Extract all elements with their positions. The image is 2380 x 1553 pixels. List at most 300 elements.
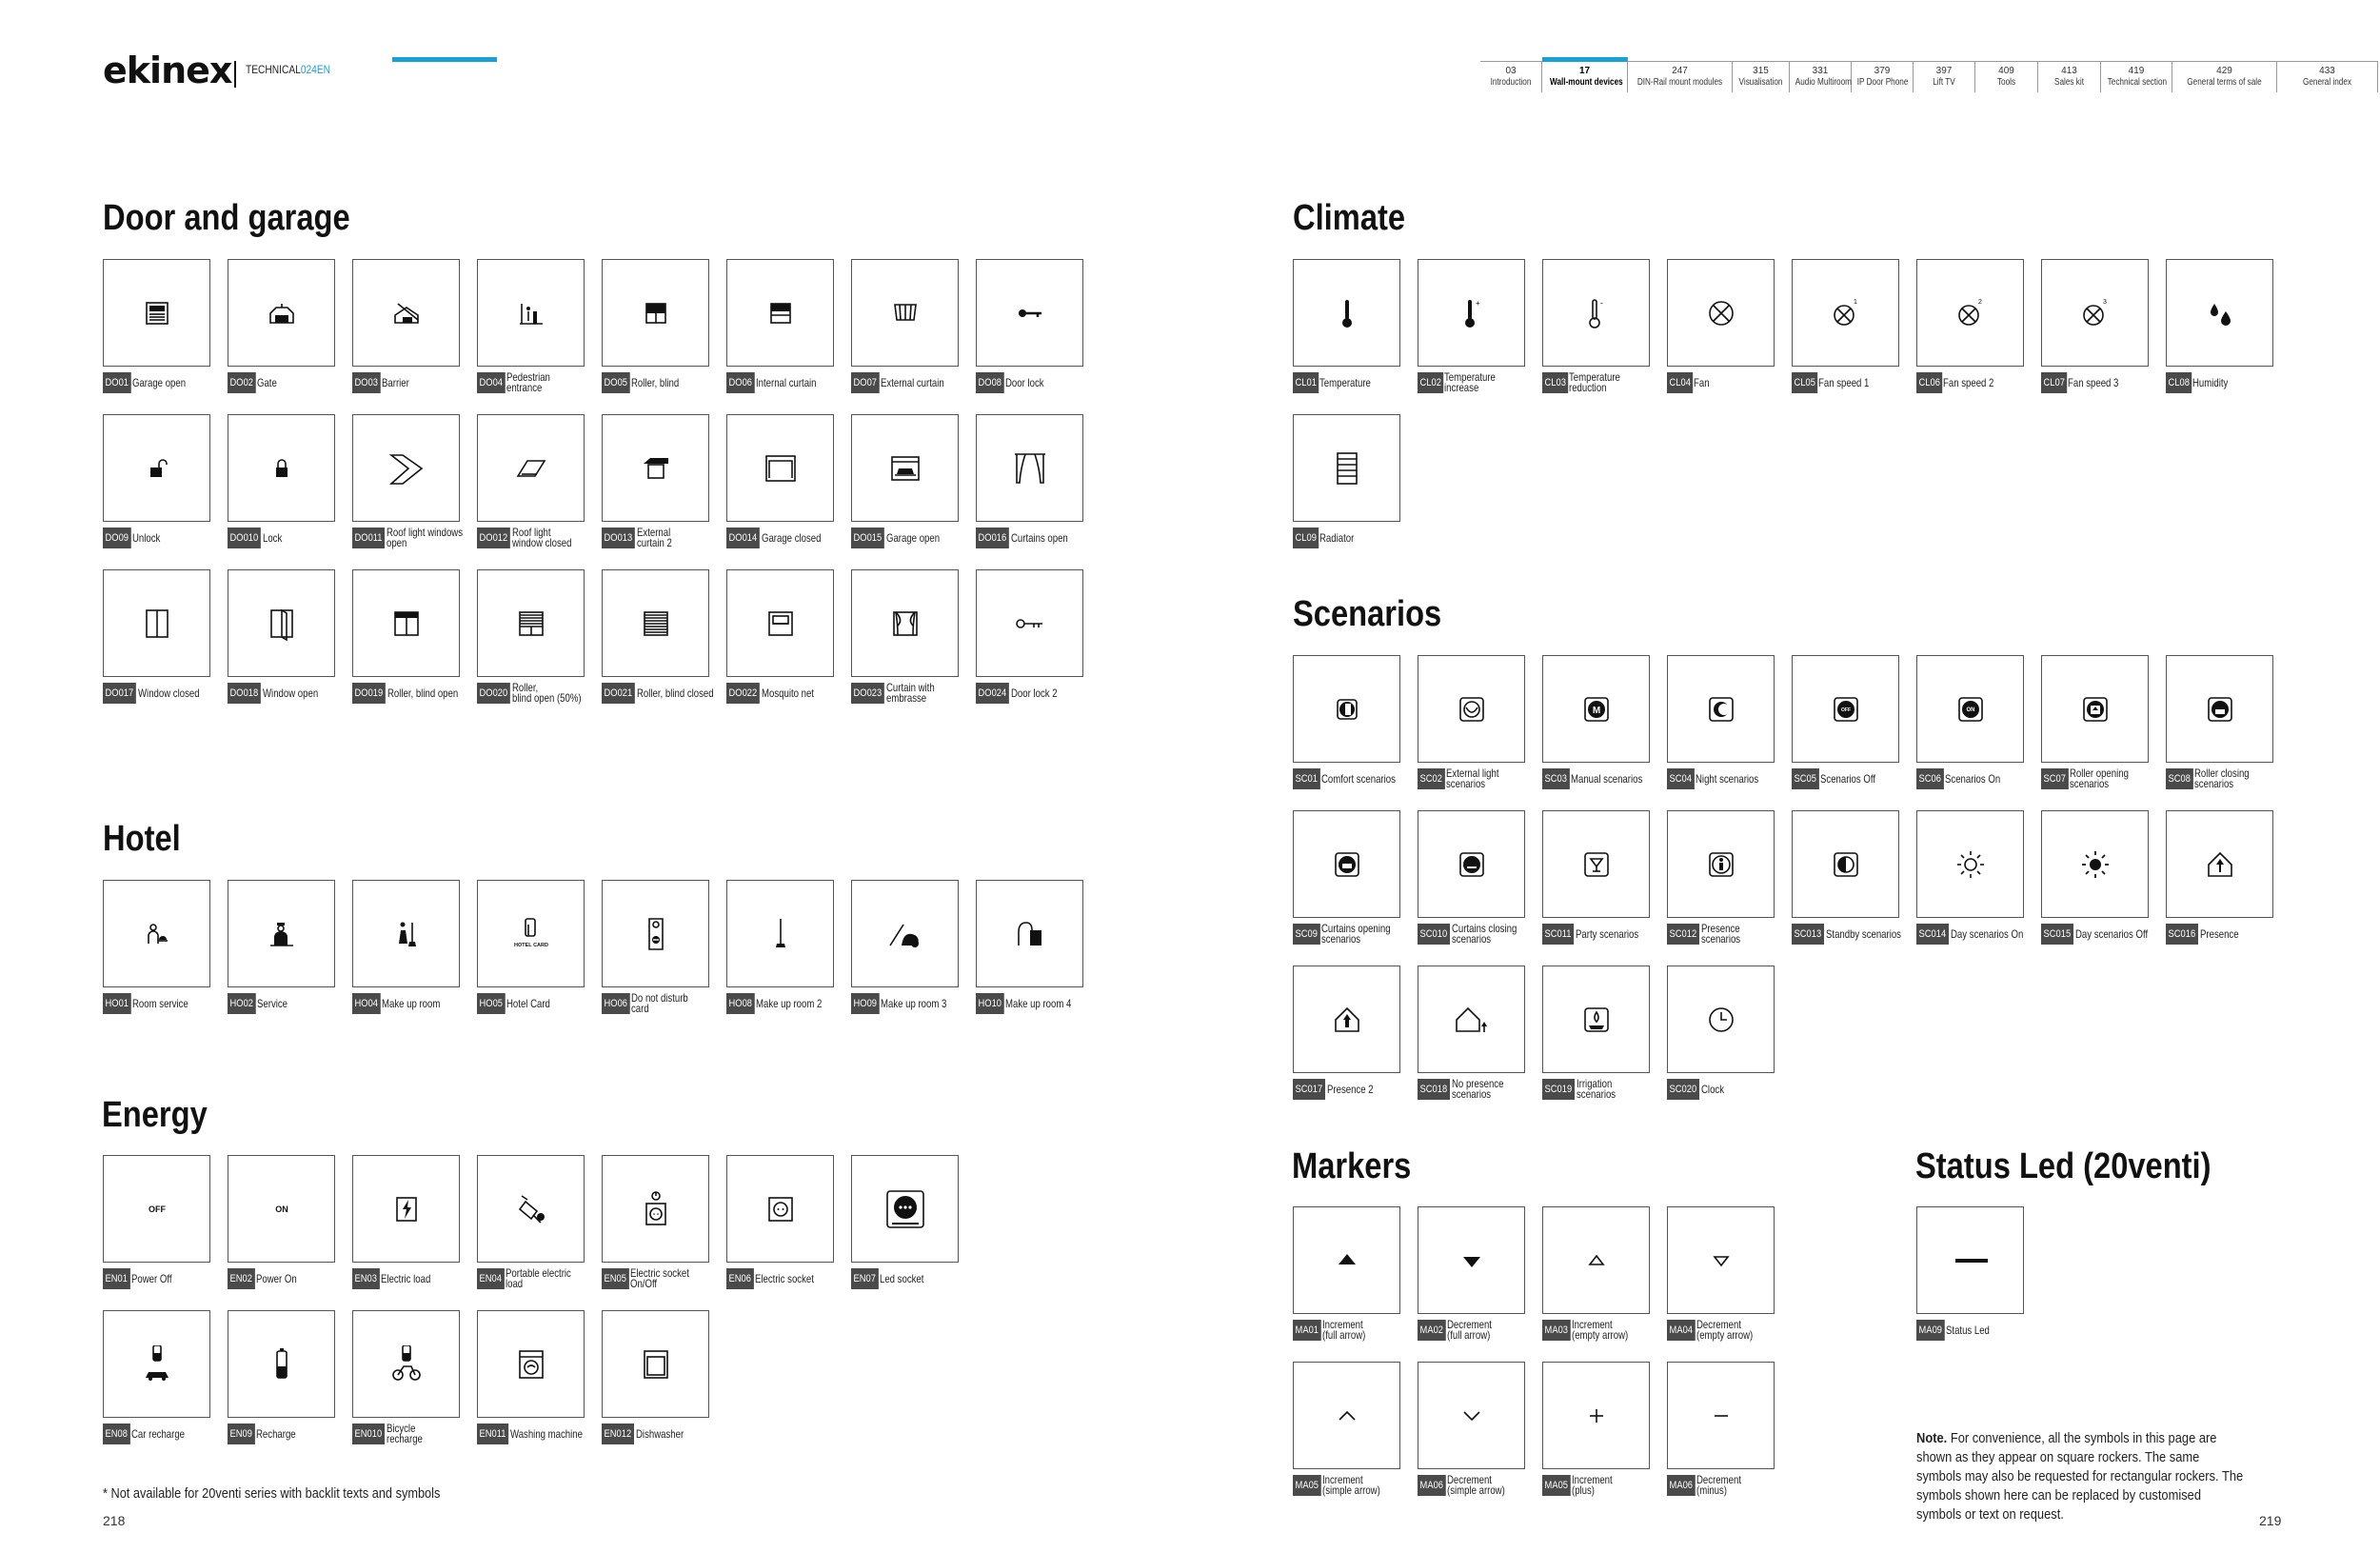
section-title-energy: Energy xyxy=(102,1095,208,1135)
symbol-caption xyxy=(352,527,482,549)
nav-label: Visualisation xyxy=(1738,77,1783,88)
nav-label: IP Door Phone xyxy=(1856,77,1909,88)
icon-text: M xyxy=(1592,706,1601,716)
symbol-label: Bicycle recharge xyxy=(386,1422,423,1445)
symbol-tile-ho08 xyxy=(726,880,834,987)
nav-page-number: 17 xyxy=(1578,66,1591,76)
triangle-up-outline-icon xyxy=(1577,1242,1616,1280)
symbol-caption xyxy=(851,371,960,394)
symbol-label: Presence xyxy=(2199,926,2239,941)
sun-outline-icon xyxy=(1952,846,1990,884)
presence-scenario-icon xyxy=(1702,846,1740,884)
nav-label: Wall-mount devices xyxy=(1550,77,1623,88)
symbol-caption xyxy=(1293,1078,1384,1101)
symbol-label: Garage open xyxy=(885,530,940,545)
symbol-label: Fan speed 2 xyxy=(1943,375,1994,389)
symbol-code: DO01 xyxy=(103,372,131,393)
symbol-tile-sc08 xyxy=(2166,655,2273,763)
nav-label: Sales kit xyxy=(2053,77,2084,88)
vacuum-upright-icon xyxy=(1011,915,1049,953)
symbol-code: CL08 xyxy=(2166,372,2192,393)
clock-icon xyxy=(1702,1001,1740,1039)
symbol-label: Roller opening scenarios xyxy=(2069,767,2129,790)
symbol-caption xyxy=(2166,767,2263,790)
triangle-down-outline-icon xyxy=(1702,1242,1740,1280)
symbol-label: External curtain xyxy=(880,375,944,389)
comfort-icon xyxy=(1328,690,1366,728)
symbol-caption xyxy=(1293,527,1363,549)
pedestrian-entrance-icon xyxy=(512,294,550,332)
symbol-code: CL02 xyxy=(1418,372,1443,393)
icon-text: ON xyxy=(1966,707,1975,713)
section-title-scenarios: Scenarios xyxy=(1293,594,1442,634)
symbol-label: Manual scenarios xyxy=(1570,771,1642,786)
symbol-tile-en012 xyxy=(602,1310,709,1418)
symbol-tile-cl02 xyxy=(1418,259,1525,367)
symbol-caption xyxy=(2041,923,2166,946)
nav-page-number: 429 xyxy=(2216,66,2232,76)
irrigation-icon xyxy=(1577,1001,1616,1039)
socket-onoff-icon xyxy=(637,1190,675,1228)
nav-item-tools[interactable] xyxy=(1975,62,2038,92)
symbol-code: DO017 xyxy=(103,683,136,704)
symbol-caption xyxy=(976,371,1053,394)
nav-page-number: 409 xyxy=(1998,66,2014,76)
symbol-tile-sc010 xyxy=(1418,810,1525,918)
chevron-down-icon xyxy=(1453,1397,1491,1435)
nav-page-number: 03 xyxy=(1505,66,1517,76)
symbol-caption xyxy=(976,682,1069,705)
vacuum-icon xyxy=(886,915,924,953)
symbol-caption xyxy=(352,1423,431,1445)
symbol-code: DO04 xyxy=(477,372,506,393)
symbol-code: SC018 xyxy=(1418,1079,1450,1100)
symbol-tile-do021 xyxy=(602,569,709,677)
symbol-label: Service xyxy=(256,996,288,1010)
svg-text:1: 1 xyxy=(1854,299,1857,306)
nav-page-number: 433 xyxy=(2319,66,2335,76)
accent-bar xyxy=(392,57,497,62)
symbol-label: Power On xyxy=(255,1271,297,1285)
symbol-tile-do07 xyxy=(851,259,959,367)
symbol-code: DO011 xyxy=(352,528,385,548)
symbol-tile-ho02 xyxy=(228,880,335,987)
gate-icon xyxy=(263,294,301,332)
led-socket-icon xyxy=(886,1190,924,1228)
mosquito-net-icon xyxy=(762,605,800,643)
curtains-closing-icon xyxy=(1453,846,1491,884)
thermometer-icon xyxy=(1328,294,1366,332)
symbol-caption xyxy=(352,992,454,1015)
symbol-label: Humidity xyxy=(2192,375,2229,389)
symbol-code: CL06 xyxy=(1916,372,1942,393)
symbol-code: DO015 xyxy=(851,528,884,548)
symbol-code: DO09 xyxy=(103,528,131,548)
internal-curtain-icon xyxy=(762,294,800,332)
roller-opening-icon xyxy=(2076,690,2114,728)
symbol-tile-ma05 xyxy=(1293,1362,1400,1469)
symbol-code: DO019 xyxy=(352,683,386,704)
symbol-tile-sc011 xyxy=(1542,810,1650,918)
symbol-tile-cl01 xyxy=(1293,259,1400,367)
symbol-tile-do018 xyxy=(228,569,335,677)
symbol-caption xyxy=(851,992,962,1015)
symbol-code: SC012 xyxy=(1667,924,1699,945)
symbol-label: Increment (plus) xyxy=(1571,1473,1613,1497)
symbol-caption xyxy=(477,1267,587,1290)
symbol-code: SC06 xyxy=(1916,768,1944,789)
nav-item-lift-tv[interactable] xyxy=(1914,62,1975,92)
symbol-tile-sc014 xyxy=(1916,810,2024,918)
nav-item-sales-kit[interactable] xyxy=(2038,62,2101,92)
symbol-code: SC02 xyxy=(1418,768,1445,789)
icon-text: HOTEL CARD xyxy=(514,943,548,948)
symbol-code: SC09 xyxy=(1293,924,1320,945)
page-number-left: 218 xyxy=(103,1513,126,1528)
external-curtain-icon xyxy=(886,294,924,332)
symbol-label: Garage open xyxy=(131,375,186,389)
blind-half-icon xyxy=(512,605,550,643)
symbol-tile-ho06 xyxy=(602,880,709,987)
symbol-caption xyxy=(1293,371,1384,394)
manual-icon xyxy=(1577,690,1616,728)
curtains-opening-icon xyxy=(1328,846,1366,884)
footnote: * Not available for 20venti series with backlit texts and symbols xyxy=(103,1485,441,1502)
symbol-tile-do014 xyxy=(726,414,834,522)
standby-icon xyxy=(1827,846,1865,884)
symbol-label: Roller closing scenarios xyxy=(2193,767,2250,790)
symbol-caption xyxy=(103,1423,198,1445)
nav-page-number: 315 xyxy=(1753,66,1769,76)
symbol-tile-do03 xyxy=(352,259,460,367)
symbol-code: EN011 xyxy=(477,1424,508,1444)
symbol-code: DO08 xyxy=(976,372,1004,393)
symbol-label: Day scenarios Off xyxy=(2074,926,2148,941)
nav-label: Introduction xyxy=(1490,77,1532,88)
symbol-caption xyxy=(2041,767,2143,790)
barrier-icon xyxy=(387,294,426,332)
symbol-code: EN05 xyxy=(602,1268,629,1289)
nav-item-introduction[interactable] xyxy=(1480,62,1542,92)
symbol-tile-en07 xyxy=(851,1155,959,1263)
symbol-code: HO08 xyxy=(726,993,755,1014)
symbol-tile-do024 xyxy=(976,569,1083,677)
symbol-caption xyxy=(602,371,690,394)
symbol-code: HO04 xyxy=(352,993,381,1014)
symbol-tile-cl08 xyxy=(2166,259,2273,367)
symbol-tile-en09 xyxy=(228,1310,335,1418)
symbol-caption xyxy=(2166,371,2237,394)
symbol-label: Irrigation scenarios xyxy=(1576,1077,1616,1101)
symbol-caption xyxy=(1667,1078,1730,1101)
symbol-label: Roof light window closed xyxy=(511,526,572,549)
symbol-tile-ho10 xyxy=(976,880,1083,987)
house-presence-2-icon xyxy=(1328,1001,1366,1039)
symbol-label: Internal curtain xyxy=(755,375,817,389)
symbol-tile-ma02 xyxy=(1418,1206,1525,1314)
sun-filled-icon xyxy=(2076,846,2114,884)
symbol-tile-do05 xyxy=(602,259,709,367)
nav-item-general-index[interactable] xyxy=(2277,62,2378,92)
symbol-label: Comfort scenarios xyxy=(1320,771,1396,786)
symbol-tile-do01 xyxy=(103,259,210,367)
battery-icon xyxy=(263,1345,301,1384)
symbol-tile-cl03 xyxy=(1542,259,1650,367)
symbol-code: EN03 xyxy=(352,1268,380,1289)
symbol-code: CL05 xyxy=(1792,372,1817,393)
symbol-caption xyxy=(1293,767,1414,790)
symbol-caption xyxy=(228,371,282,394)
plus-icon xyxy=(1577,1397,1616,1435)
symbol-tile-sc019 xyxy=(1542,966,1650,1073)
symbol-tile-sc017 xyxy=(1293,966,1400,1073)
symbol-tile-cl07 xyxy=(2041,259,2149,367)
nav-item-din-rail-mount-modules[interactable] xyxy=(1628,62,1733,92)
symbol-caption xyxy=(1667,1474,1752,1497)
symbol-label: Lock xyxy=(262,530,283,545)
symbol-code: HO06 xyxy=(602,993,630,1014)
symbol-code: EN010 xyxy=(352,1424,385,1444)
symbol-label: Party scenarios xyxy=(1575,926,1638,941)
symbol-caption xyxy=(103,527,167,549)
symbol-tile-en01 xyxy=(103,1155,210,1263)
symbol-label: Make up room xyxy=(381,996,441,1010)
symbol-tile-do019 xyxy=(352,569,460,677)
symbol-caption xyxy=(726,992,838,1015)
symbol-code: SC015 xyxy=(2041,924,2073,945)
minus-icon xyxy=(1702,1397,1740,1435)
document-code: TECHNICAL024EN xyxy=(246,63,331,76)
symbol-code: DO02 xyxy=(228,372,256,393)
roller-blind-icon xyxy=(637,294,675,332)
unlock-icon xyxy=(138,449,176,488)
symbol-caption xyxy=(726,371,831,394)
nav-item-general-terms-of-sale[interactable] xyxy=(2172,62,2277,92)
symbol-label: Temperature reduction xyxy=(1569,370,1621,394)
symbol-code: MA09 xyxy=(1916,1320,1945,1341)
symbol-caption xyxy=(477,1423,601,1445)
symbol-code: EN09 xyxy=(228,1424,255,1444)
symbol-label: Electric socket On/Off xyxy=(629,1266,689,1290)
symbol-code: DO022 xyxy=(726,683,760,704)
section-title-status-led: Status Led (20venti) xyxy=(1915,1146,2211,1186)
symbol-label: Radiator xyxy=(1319,530,1355,545)
symbol-tile-sc01 xyxy=(1293,655,1400,763)
symbol-code: MA03 xyxy=(1542,1320,1571,1341)
symbol-caption xyxy=(1293,1474,1395,1497)
symbol-code: DO023 xyxy=(851,683,884,704)
symbol-code: MA05 xyxy=(1293,1475,1321,1496)
symbol-label: Hotel Card xyxy=(506,996,550,1010)
lock-icon xyxy=(263,449,301,488)
house-presence-icon xyxy=(2201,846,2239,884)
symbol-caption xyxy=(1542,1078,1625,1101)
symbol-code: MA01 xyxy=(1293,1320,1321,1341)
symbol-tile-ho04 xyxy=(352,880,460,987)
symbol-tile-sc07 xyxy=(2041,655,2149,763)
symbol-code: EN02 xyxy=(228,1268,255,1289)
symbol-tile-do010 xyxy=(228,414,335,522)
symbol-label: Window closed xyxy=(137,686,200,700)
symbol-tile-ho01 xyxy=(103,880,210,987)
symbol-code: MA02 xyxy=(1418,1320,1446,1341)
symbol-caption xyxy=(1916,371,2007,394)
note-paragraph: Note. For convenience, all the symbols in this page are shown as they appear on square rockers. The same symbols may also be requested for rectangular rockers. The symbols shown here can be replaced by customised symbols or text on request. xyxy=(1916,1430,2244,1523)
socket-icon xyxy=(762,1190,800,1228)
symbol-code: CL01 xyxy=(1293,372,1319,393)
fan-icon xyxy=(1702,294,1740,332)
symbol-label: Garage closed xyxy=(761,530,822,545)
symbol-tile-do012 xyxy=(477,414,585,522)
symbol-code: EN04 xyxy=(477,1268,505,1289)
svg-text:3: 3 xyxy=(2103,299,2107,306)
symbol-code: DO014 xyxy=(726,528,760,548)
symbol-label: Decrement (simple arrow) xyxy=(1446,1473,1505,1497)
power-off-icon xyxy=(138,1190,176,1228)
symbol-label: Fan xyxy=(1694,375,1710,389)
symbol-code: SC011 xyxy=(1542,924,1574,945)
service-icon xyxy=(263,915,301,953)
symbol-label: Standby scenarios xyxy=(1825,926,1901,941)
symbol-tile-cl06 xyxy=(1916,259,2024,367)
symbol-caption xyxy=(228,1267,307,1290)
symbol-code: HO09 xyxy=(851,993,880,1014)
symbol-label: Roller, blind open (50%) xyxy=(511,681,582,705)
symbol-label: Increment (simple arrow) xyxy=(1321,1473,1380,1497)
symbol-code: SC013 xyxy=(1792,924,1824,945)
nav-item-audio-multiroom[interactable] xyxy=(1790,62,1852,92)
symbol-code: DO024 xyxy=(976,683,1009,704)
symbol-caption xyxy=(602,992,702,1015)
symbol-code: HO10 xyxy=(976,993,1004,1014)
key-outline-icon xyxy=(1011,605,1049,643)
symbol-code: DO020 xyxy=(477,683,510,704)
hotel-card-icon xyxy=(512,915,550,953)
symbol-caption xyxy=(103,992,202,1015)
symbol-tile-sc018 xyxy=(1418,966,1525,1073)
symbol-label: Curtains opening scenarios xyxy=(1320,922,1391,946)
symbol-code: SC07 xyxy=(2041,768,2069,789)
symbol-label: Fan speed 3 xyxy=(2068,375,2119,389)
symbol-tile-do09 xyxy=(103,414,210,522)
symbol-tile-sc09 xyxy=(1293,810,1400,918)
symbol-caption xyxy=(1916,1319,2000,1342)
symbol-code: DO07 xyxy=(851,372,880,393)
symbol-caption xyxy=(1418,1474,1519,1497)
garage-open-icon xyxy=(138,294,176,332)
symbol-code: CL03 xyxy=(1542,372,1568,393)
symbol-tile-do02 xyxy=(228,259,335,367)
symbol-caption xyxy=(1293,923,1407,946)
symbol-code: DO06 xyxy=(726,372,755,393)
symbol-caption xyxy=(103,682,215,705)
section-title-door-garage: Door and garage xyxy=(103,198,350,238)
symbol-caption xyxy=(602,682,733,705)
triangle-down-filled-icon xyxy=(1453,1242,1491,1280)
nav-page-number: 413 xyxy=(2061,66,2077,76)
symbol-label: Recharge xyxy=(255,1426,296,1441)
symbol-code: CL04 xyxy=(1667,372,1693,393)
icon-text: OFF xyxy=(1841,707,1851,713)
roof-window-open-icon xyxy=(387,449,426,488)
symbol-tile-sc013 xyxy=(1792,810,1899,918)
symbol-caption xyxy=(851,527,953,549)
electric-load-icon xyxy=(387,1190,426,1228)
symbol-label: External curtain 2 xyxy=(636,526,672,549)
symbol-label: External light scenarios xyxy=(1445,767,1499,790)
symbol-caption xyxy=(1792,923,1919,946)
scenarios-on-icon xyxy=(1952,690,1990,728)
symbol-label: Barrier xyxy=(381,375,409,389)
humidity-icon xyxy=(2201,294,2239,332)
nav-item-wall-mount-devices[interactable] xyxy=(1542,57,1628,92)
symbol-label: Window open xyxy=(262,686,319,700)
symbol-code: DO012 xyxy=(477,528,510,548)
nav-item-ip-door-phone[interactable] xyxy=(1852,62,1914,92)
symbol-caption xyxy=(1667,1319,1767,1342)
fan-1-icon xyxy=(1827,294,1865,332)
symbol-code: EN01 xyxy=(103,1268,130,1289)
symbol-label: Unlock xyxy=(131,530,161,545)
symbol-label: Clock xyxy=(1700,1082,1724,1096)
symbol-tile-do020 xyxy=(477,569,585,677)
symbol-tile-en010 xyxy=(352,1310,460,1418)
thermometer-up-icon xyxy=(1453,294,1491,332)
symbol-label: Curtain with embrasse xyxy=(885,681,935,705)
symbol-label: Make up room 3 xyxy=(880,996,947,1010)
symbol-caption xyxy=(1916,923,2041,946)
symbol-caption xyxy=(2041,371,2132,394)
nav-label: Audio Multiroom xyxy=(1795,77,1853,88)
symbol-caption xyxy=(1418,371,1509,394)
washing-machine-icon xyxy=(512,1345,550,1384)
nav-item-visualisation[interactable] xyxy=(1733,62,1790,92)
symbol-tile-cl04 xyxy=(1667,259,1775,367)
symbol-code: EN07 xyxy=(851,1268,879,1289)
triangle-up-filled-icon xyxy=(1328,1242,1366,1280)
symbol-code: SC020 xyxy=(1667,1079,1699,1100)
symbol-tile-ho05 xyxy=(477,880,585,987)
roof-window-closed-icon xyxy=(512,449,550,488)
symbol-caption xyxy=(1667,923,1750,946)
party-icon xyxy=(1577,846,1616,884)
symbol-code: DO018 xyxy=(228,683,261,704)
external-light-icon xyxy=(1453,690,1491,728)
symbol-tile-do04 xyxy=(477,259,585,367)
symbol-label: Fan speed 1 xyxy=(1818,375,1870,389)
do-not-disturb-icon xyxy=(637,915,675,953)
page-number-right: 219 xyxy=(2259,1513,2282,1528)
nav-label: Lift TV xyxy=(1933,77,1955,88)
section-title-climate: Climate xyxy=(1293,198,1406,238)
symbol-caption xyxy=(228,1423,306,1445)
icon-text: ON xyxy=(275,1205,288,1214)
symbol-label: Temperature xyxy=(1319,375,1372,389)
symbol-tile-ma03 xyxy=(1542,1206,1650,1314)
symbol-label: Decrement (minus) xyxy=(1696,1473,1741,1497)
symbol-tile-en05 xyxy=(602,1155,709,1263)
symbol-code: CL07 xyxy=(2041,372,2067,393)
symbol-caption xyxy=(1667,371,1714,394)
symbol-code: DO021 xyxy=(602,683,635,704)
window-closed-icon xyxy=(138,605,176,643)
nav-item-technical-section[interactable] xyxy=(2101,62,2172,92)
symbol-tile-sc012 xyxy=(1667,810,1775,918)
symbol-label: Washing machine xyxy=(509,1426,583,1441)
symbol-tile-do015 xyxy=(851,414,959,522)
symbol-tile-ma09 xyxy=(1916,1206,2024,1314)
symbol-label: Car recharge xyxy=(130,1426,185,1441)
